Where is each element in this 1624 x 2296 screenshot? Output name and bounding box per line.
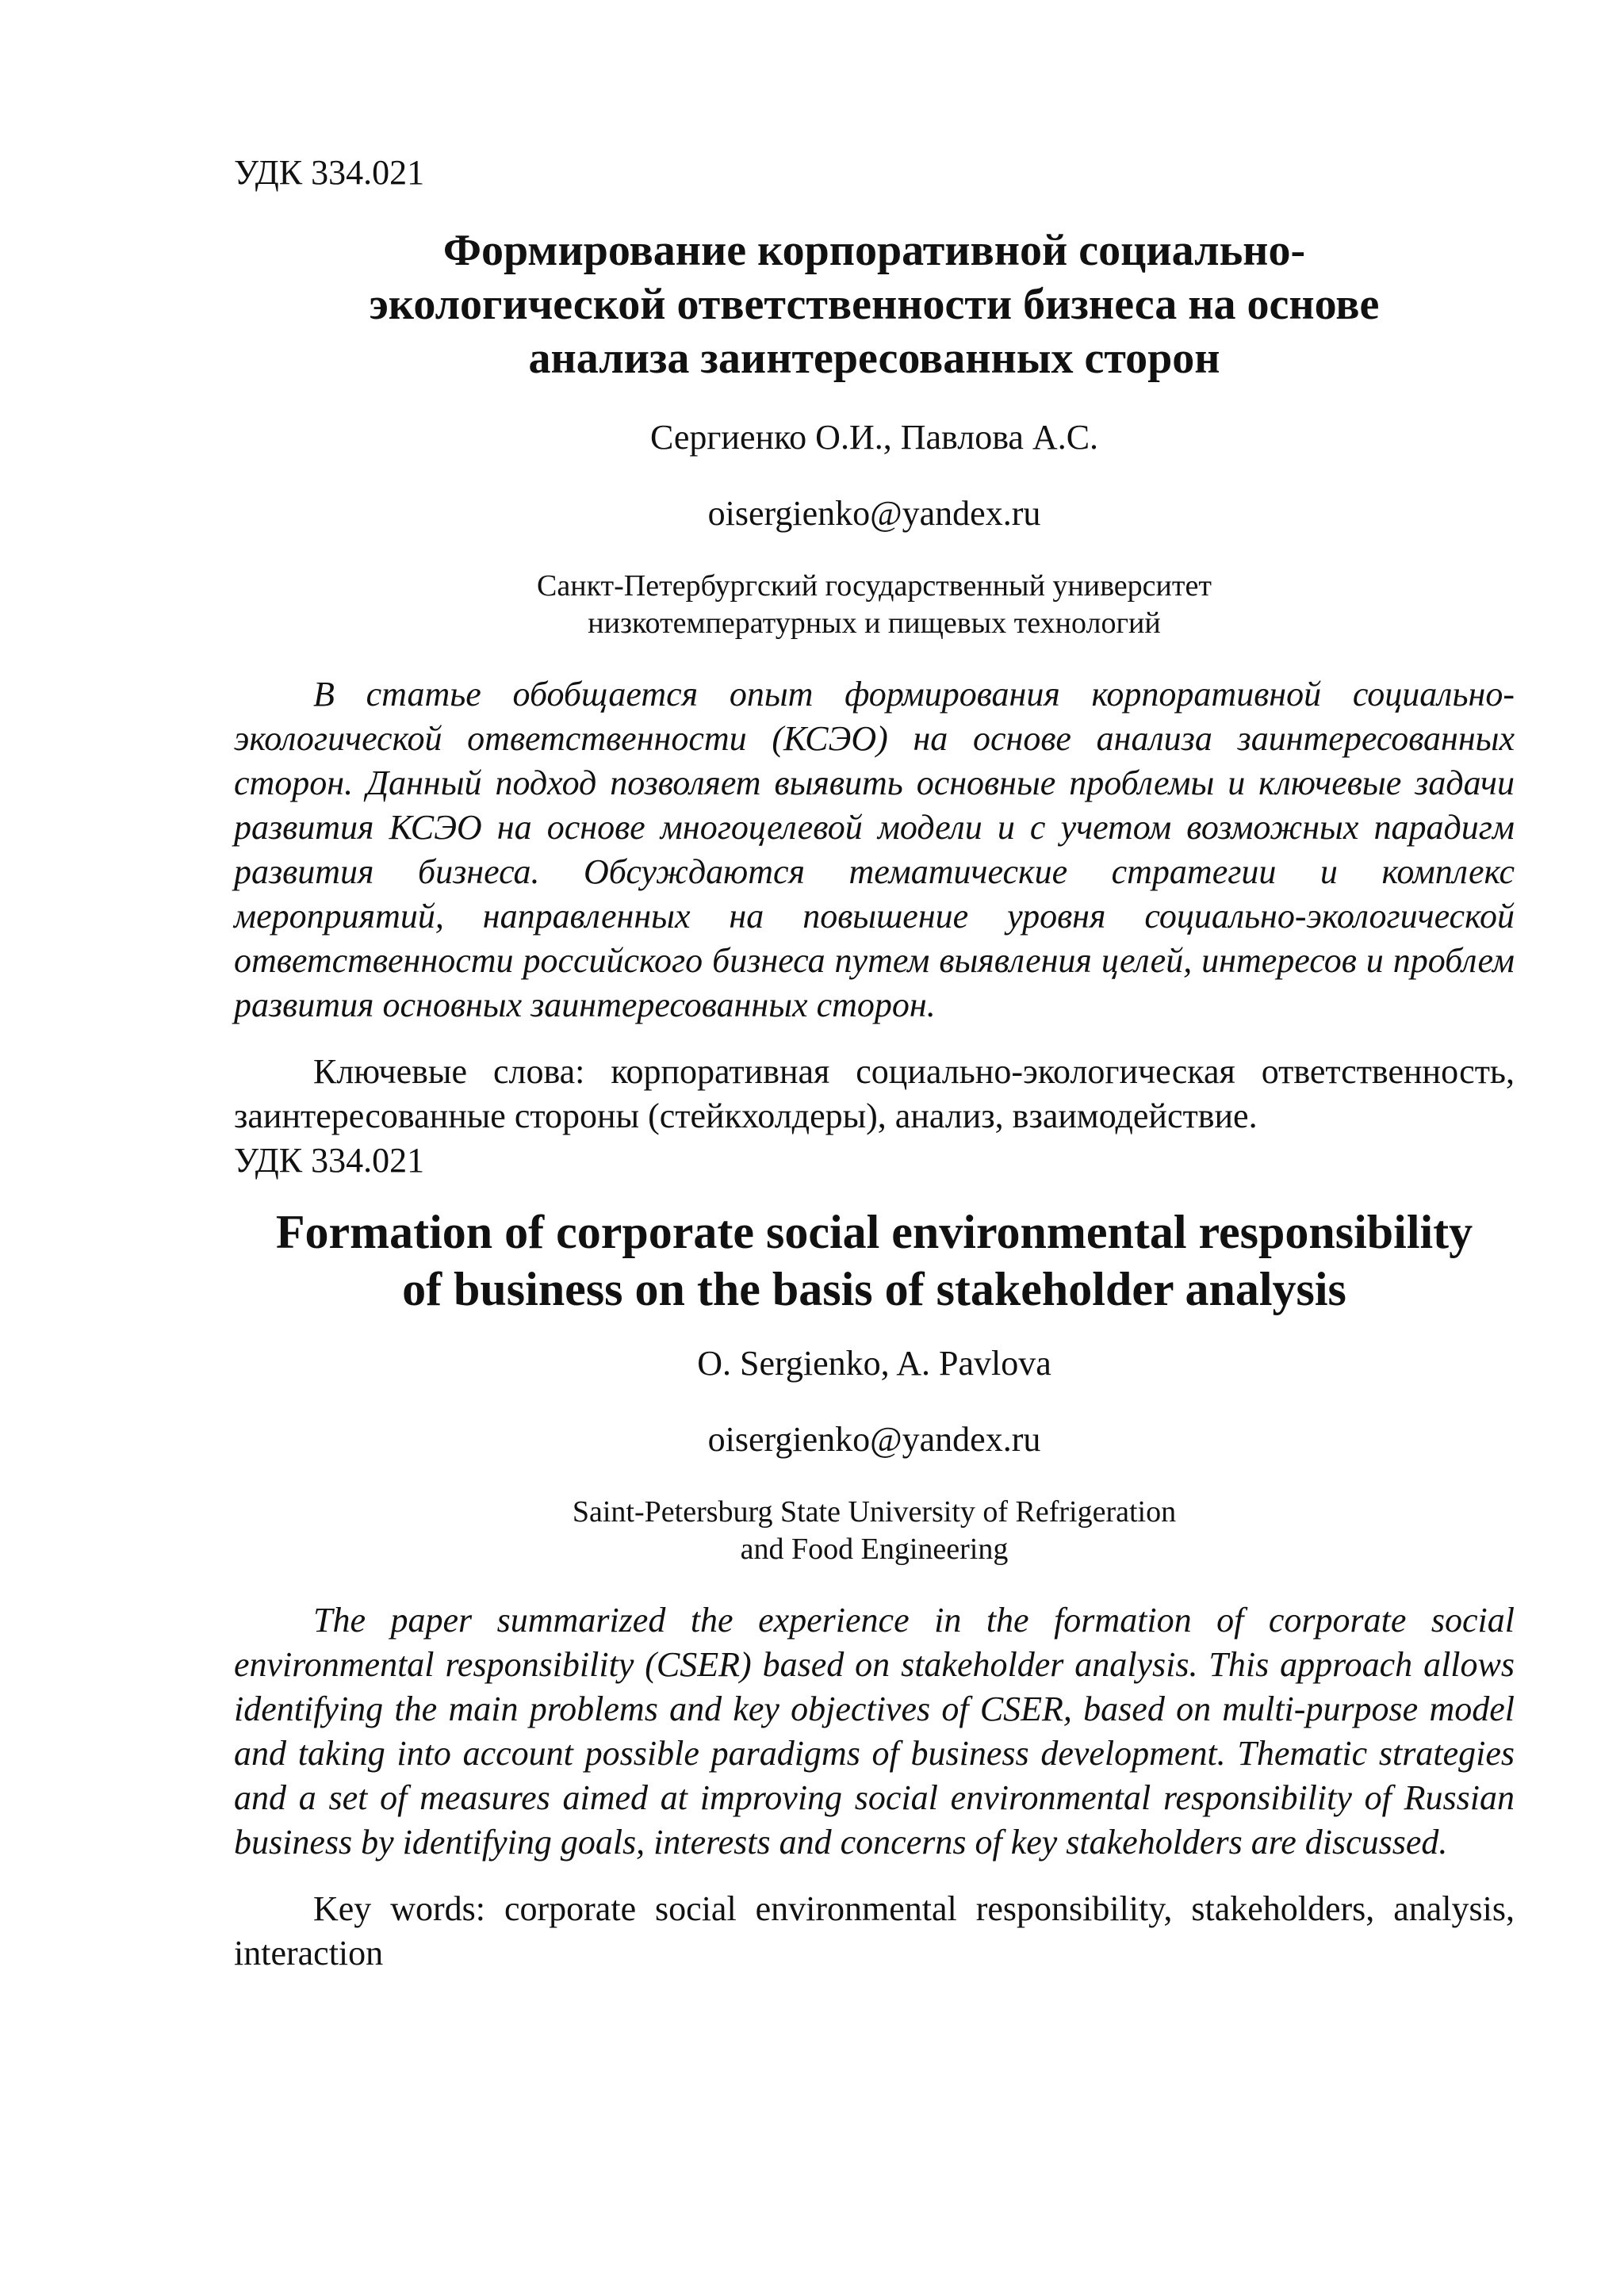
paper-title-ru xyxy=(234,224,1515,385)
paper-title-en xyxy=(234,1203,1515,1318)
affiliation-en xyxy=(234,1494,1515,1568)
author-email-ru: oisergienko@yandex.ru xyxy=(707,494,1041,533)
keywords-en: Key words: corporate social environmental responsibility, stakeholders, analysis, interaction xyxy=(234,1889,1515,1973)
abstract-en: The paper summarized the experience in the formation of corporate social environmental responsibility (CSER) based on stakeholder analysis. This approach allows identifying the main problems and key objectives of CSER, based on multi-purpose model and taking into account possible paradigms of business development. Thematic strategies and a set of measures aimed at improving social environmental responsibility of Russian business by identifying goals, interests and concerns of key stakeholders are discussed. xyxy=(234,1601,1515,1862)
affiliation-ru xyxy=(234,568,1515,642)
paper-title-en-line2: of business on the basis of stakeholder analysis xyxy=(402,1263,1346,1315)
author-email-en: oisergienko@yandex.ru xyxy=(707,1420,1041,1459)
udk-code-en: УДК 334.021 xyxy=(234,1141,425,1180)
paper-page xyxy=(234,151,1515,1976)
abstract-ru: В статье обобщается опыт формирования корпоративной социально-экологической ответственности (КСЭО) на основе анализа заинтересованных сторон. Данный подход позволяет выявить основные проблемы и ключевые задачи развития КСЭО на основе многоцелевой модели и с учетом возможных парадигм развития бизнеса. Обсуждаются тематические стратегии и комплекс мероприятий, направленных на повышение уровня социально-экологической ответственности российского бизнеса путем выявления целей, интересов и проблем развития основных заинтересованных сторон. xyxy=(234,675,1515,1024)
authors-en: O. Sergienko, A. Pavlova xyxy=(697,1344,1051,1383)
affiliation-en-line1: Saint-Petersburg State University of Refrigeration xyxy=(572,1495,1177,1529)
paper-title-ru-text: Формирование корпоративной социально-экологической ответственности бизнеса на основе анализа заинтересованных сторон xyxy=(369,226,1380,383)
affiliation-ru-line1: Санкт-Петербургский государственный университет xyxy=(537,569,1212,603)
udk-code-ru: УДК 334.021 xyxy=(234,153,425,192)
keywords-ru: Ключевые слова: корпоративная социально-экологическая ответственность, заинтересованные стороны (стейкхолдеры), анализ, взаимодействие. xyxy=(234,1052,1515,1135)
authors-ru: Сергиенко О.И., Павлова А.С. xyxy=(649,418,1099,457)
affiliation-en-line2: and Food Engineering xyxy=(740,1533,1009,1566)
affiliation-ru-line2: низкотемпературных и пищевых технологий xyxy=(588,607,1161,640)
paper-title-en-line1: Formation of corporate social environmental responsibility xyxy=(275,1206,1473,1258)
